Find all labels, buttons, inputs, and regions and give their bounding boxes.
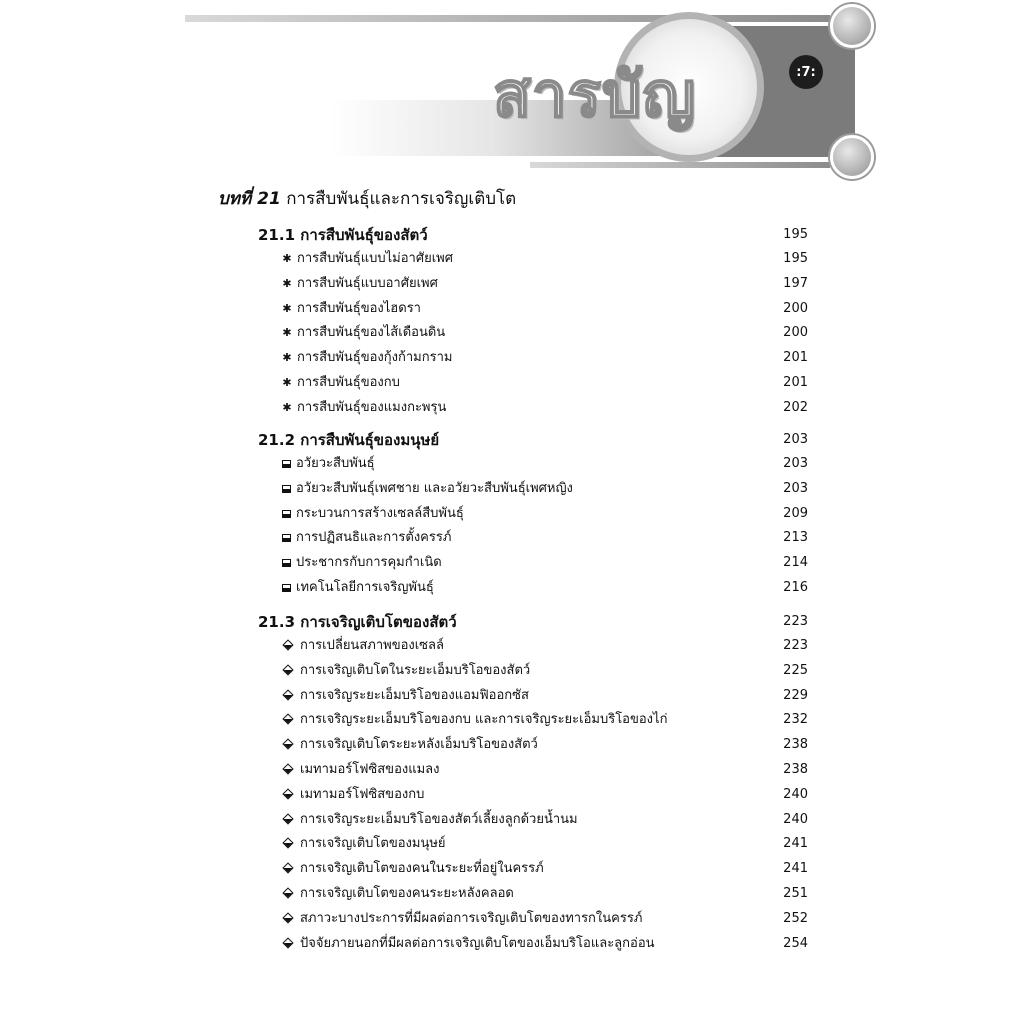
toc-section-heading[interactable]	[258, 224, 808, 246]
toc-page-number: 197	[783, 275, 808, 291]
header-knob-bottom	[830, 135, 874, 179]
toc-item[interactable]	[280, 552, 808, 574]
toc-item[interactable]	[280, 933, 808, 955]
toc-page-number: 203	[783, 456, 808, 471]
toc-item[interactable]	[280, 347, 808, 369]
toc-page-number: 195	[783, 251, 808, 266]
toc-item-label: กระบวนการสร้างเซลล์สืบพันธุ์	[296, 505, 464, 521]
toc-section-title: 21.3 การเจริญเติบโตของสัตว์	[258, 613, 457, 631]
toc-page-number: 223	[783, 638, 808, 653]
box-icon	[282, 460, 291, 468]
toc-item-label: การสืบพันธุ์ของกุ้งก้ามกราม	[297, 350, 453, 366]
toc-item-label: การสืบพันธุ์ของกบ	[297, 375, 400, 390]
toc-item[interactable]	[280, 527, 808, 549]
toc-page-number: 240	[783, 811, 808, 827]
toc-item-label: การเจริญเติบโตในระยะเอ็มบริโอของสัตว์	[300, 662, 531, 678]
toc-page-number: 238	[783, 737, 808, 753]
toc-item-label: อวัยวะสืบพันธุ์	[296, 456, 375, 471]
toc-item[interactable]	[280, 883, 808, 905]
toc-page-number: 200	[783, 300, 808, 316]
toc-item[interactable]	[280, 397, 808, 419]
toc-page-number: 203	[783, 432, 808, 447]
toc-page-number: 240	[783, 786, 808, 802]
asterisk-icon: ✱	[282, 252, 292, 265]
toc-page-number: 203	[783, 480, 808, 496]
toc-page-number: 201	[783, 375, 808, 390]
toc-item-label: การสืบพันธุ์ของไส้เดือนดิน	[297, 325, 446, 341]
box-icon	[282, 584, 291, 592]
toc-item[interactable]	[280, 809, 808, 831]
toc-item[interactable]	[280, 759, 808, 781]
toc-page-number: 251	[783, 886, 808, 901]
chapter-title: การสืบพันธุ์และการเจริญเติบโต	[286, 189, 517, 209]
toc-item[interactable]	[280, 908, 808, 930]
toc-item[interactable]	[280, 453, 808, 475]
toc-item[interactable]	[280, 577, 808, 599]
header-top-rule	[185, 15, 830, 22]
toc-item[interactable]	[280, 322, 808, 344]
toc-item[interactable]	[280, 273, 808, 295]
toc-item[interactable]	[280, 248, 808, 270]
toc-item-label: การเจริญระยะเอ็มบริโอของแอมฟิออกซัส	[300, 687, 529, 703]
toc-item-label: การเจริญเติบโตระยะหลังเอ็มบริโอของสัตว์	[300, 737, 538, 753]
toc-item-label: การเปลี่ยนสภาพของเซลล์	[300, 638, 444, 653]
toc-item-label: การสืบพันธุ์ของไฮดรา	[297, 300, 421, 316]
toc-item-label: การเจริญระยะเอ็มบริโอของสัตว์เลี้ยงลูกด้วยน้ำนม	[300, 811, 578, 827]
diamond-icon	[282, 713, 294, 725]
toc-item[interactable]	[280, 635, 808, 657]
diamond-icon	[282, 788, 294, 800]
toc-page-number: 201	[783, 350, 808, 366]
toc-page-number: 252	[783, 910, 808, 926]
box-icon	[282, 559, 291, 567]
toc-item[interactable]	[280, 709, 808, 731]
toc-item-label: เมทามอร์โฟซิสของแมลง	[300, 762, 440, 777]
diamond-icon	[282, 837, 294, 849]
toc-item[interactable]	[280, 478, 808, 500]
page-number-badge: :7:	[789, 55, 823, 89]
toc-item-label: ปัจจัยภายนอกที่มีผลต่อการเจริญเติบโตของเอ็มบริโอและลูกอ่อน	[300, 935, 655, 951]
toc-item-label: การเจริญเติบโตของคนในระยะที่อยู่ในครรภ์	[300, 861, 544, 877]
diamond-icon	[282, 689, 294, 701]
toc-item[interactable]	[280, 503, 808, 525]
toc-item[interactable]	[280, 784, 808, 806]
toc-item-label: สภาวะบางประการที่มีผลต่อการเจริญเติบโตของทารกในครรภ์	[300, 910, 643, 926]
diamond-icon	[282, 639, 294, 651]
asterisk-icon: ✱	[282, 276, 292, 290]
box-icon	[282, 534, 291, 542]
box-icon	[282, 485, 291, 493]
toc-item[interactable]	[280, 858, 808, 880]
toc-page-number: 202	[783, 399, 808, 415]
toc-page-number: 229	[783, 687, 808, 703]
asterisk-icon: ✱	[282, 301, 292, 315]
toc-item-label: การสืบพันธุ์ของแมงกะพรุน	[297, 399, 447, 415]
page-title: สารบัญ	[493, 58, 697, 131]
diamond-icon	[282, 763, 294, 775]
diamond-icon	[282, 887, 294, 899]
toc-item-label: เทคโนโลยีการเจริญพันธุ์	[296, 580, 434, 595]
toc-page-number: 225	[783, 662, 808, 678]
toc-page-number: 241	[783, 861, 808, 877]
header-bottom-rule	[530, 162, 830, 168]
asterisk-icon: ✱	[282, 400, 292, 414]
toc-item[interactable]	[280, 833, 808, 855]
toc-page-number: 254	[783, 935, 808, 951]
toc-item-label: การสืบพันธุ์แบบอาศัยเพศ	[297, 275, 438, 291]
diamond-icon	[282, 664, 294, 676]
toc-page-number: 216	[783, 580, 808, 595]
toc-item[interactable]	[280, 685, 808, 707]
diamond-icon	[282, 937, 294, 949]
toc-page-number: 200	[783, 325, 808, 341]
toc-page-number: 223	[783, 614, 808, 629]
toc-item[interactable]	[280, 734, 808, 756]
toc-section-heading[interactable]	[258, 611, 808, 633]
toc-page-number: 213	[783, 530, 808, 546]
toc-item-label: การสืบพันธุ์แบบไม่อาศัยเพศ	[297, 251, 453, 266]
toc-section-heading[interactable]	[258, 429, 808, 451]
chapter-heading	[218, 187, 516, 211]
toc-section-title: 21.1 การสืบพันธุ์ของสัตว์	[258, 226, 428, 244]
toc-item[interactable]	[280, 660, 808, 682]
toc-item-label: การเจริญเติบโตของคนระยะหลังคลอด	[300, 886, 514, 901]
header-knob-top	[830, 4, 874, 48]
toc-item-label: ประชากรกับการคุมกำเนิด	[296, 555, 442, 571]
box-icon	[282, 510, 291, 518]
toc-page-number: 209	[783, 505, 808, 521]
toc-item[interactable]	[280, 372, 808, 394]
asterisk-icon: ✱	[282, 351, 292, 365]
toc-page-number: 195	[783, 227, 808, 242]
toc-page-number: 232	[783, 712, 808, 728]
toc-item-label: การเจริญเติบโตของมนุษย์	[300, 836, 446, 852]
toc-section-title: 21.2 การสืบพันธุ์ของมนุษย์	[258, 431, 440, 449]
toc-page-number: 214	[783, 555, 808, 571]
toc-item-label: อวัยวะสืบพันธุ์เพศชาย และอวัยวะสืบพันธุ์เพศหญิง	[296, 480, 573, 496]
diamond-icon	[282, 862, 294, 874]
toc-page-number: 238	[783, 762, 808, 777]
diamond-icon	[282, 912, 294, 924]
toc-item-label: การเจริญระยะเอ็มบริโอของกบ และการเจริญระยะเอ็มบริโอของไก่	[300, 712, 668, 728]
asterisk-icon: ✱	[282, 326, 292, 340]
chapter-label: บทที่ 21	[218, 189, 281, 209]
diamond-icon	[282, 738, 294, 750]
asterisk-icon: ✱	[282, 376, 292, 389]
diamond-icon	[282, 813, 294, 825]
toc-item-label: การปฏิสนธิและการตั้งครรภ์	[296, 530, 452, 546]
toc-page-number: 241	[783, 836, 808, 852]
toc-item-label: เมทามอร์โฟซิสของกบ	[300, 786, 425, 802]
toc-item[interactable]	[280, 298, 808, 320]
